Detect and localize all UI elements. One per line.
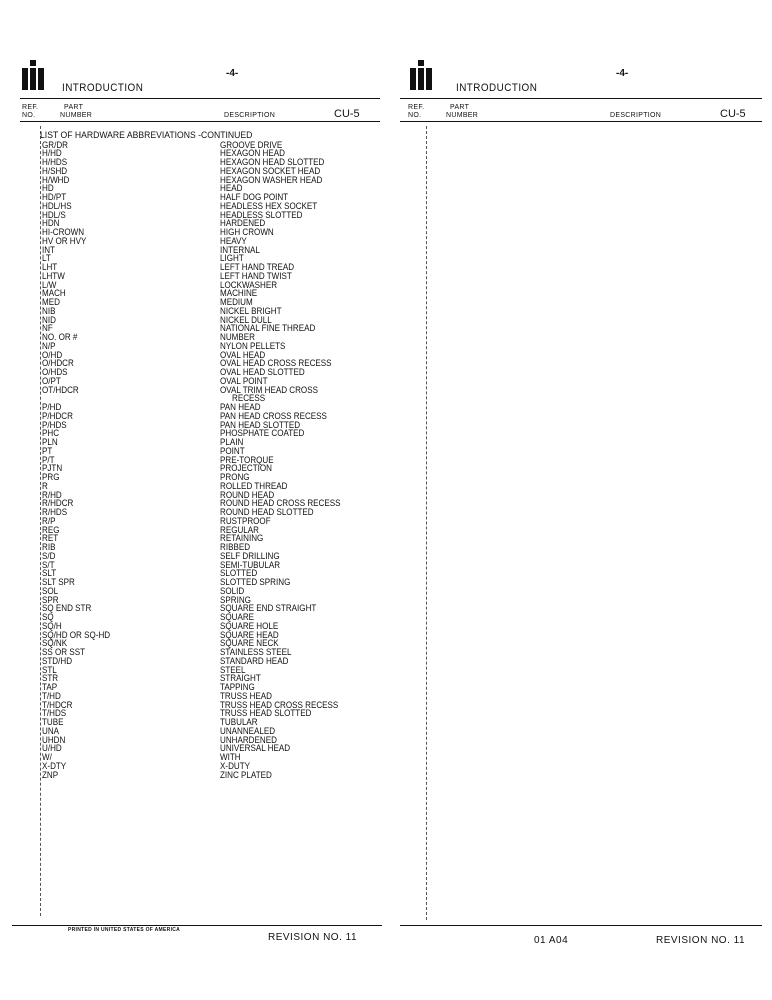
abbreviation-description: ROUND HEAD CROSS RECESS	[220, 497, 341, 509]
abbreviation-description: PRE-TORQUE	[220, 453, 274, 465]
abbreviation-description: PAN HEAD	[220, 401, 261, 412]
abbreviation-description: SQUARE NECK	[220, 637, 279, 649]
abbreviation-code: O/HDCR	[42, 357, 74, 369]
abbreviation-code: LHTW	[42, 269, 65, 281]
abbreviation-code: R/HD	[42, 488, 62, 500]
abbreviation-code: ZNP	[42, 768, 59, 780]
abbreviation-row	[40, 654, 380, 666]
abbreviation-description: POINT	[220, 444, 245, 456]
abbreviation-row	[40, 219, 380, 228]
abbreviation-code: R/HDCR	[42, 497, 74, 509]
abbreviation-description: PROJECTION	[220, 462, 272, 474]
abbreviation-description: NYLON PELLETS	[220, 339, 286, 351]
abbreviation-description: HEAD	[220, 182, 243, 194]
abbreviation-description: SQUARE HEAD	[220, 628, 279, 640]
abbreviation-row	[40, 759, 380, 771]
abbreviation-row	[40, 753, 380, 762]
abbreviation-row	[40, 208, 380, 220]
abbreviation-code: SS OR SST	[42, 646, 86, 657]
abbreviation-code: NO. OR #	[42, 331, 78, 342]
abbreviation-code: L/W	[42, 278, 57, 290]
abbreviation-code: T/HDCR	[42, 698, 73, 710]
abbreviation-code: REG	[42, 523, 60, 535]
description-header: DESCRIPTION	[610, 112, 662, 119]
revision-number: REVISION NO. 11	[656, 935, 746, 946]
abbreviation-code: HV OR HVY	[42, 234, 87, 246]
abbreviation-row	[40, 534, 380, 543]
abbreviation-description: PLAIN	[220, 436, 244, 447]
abbreviation-description: HEXAGON HEAD	[220, 147, 285, 159]
abbreviation-description: SELF DRILLING	[220, 549, 280, 561]
section-title: INTRODUCTION	[62, 82, 144, 94]
abbreviation-code: SLT SPR	[42, 576, 75, 587]
abbreviation-row	[40, 199, 380, 211]
abbreviation-description: HARDENED	[220, 217, 266, 229]
abbreviation-row	[40, 569, 380, 578]
abbreviation-code: HDL/HS	[42, 199, 72, 211]
abbreviation-description: ROUND HEAD	[220, 488, 275, 500]
abbreviation-row	[40, 289, 380, 298]
abbreviation-description: ROLLED THREAD	[220, 479, 288, 491]
abbreviation-row	[40, 479, 380, 491]
abbreviation-code: O/PT	[42, 374, 61, 386]
abbreviation-code: P/HDS	[42, 418, 67, 430]
abbreviation-description: OVAL HEAD CROSS RECESS	[220, 357, 332, 369]
abbreviation-description: ROUND HEAD SLOTTED	[220, 506, 314, 517]
abbreviation-description: UNANNEALED	[220, 724, 276, 736]
abbreviation-description: TAPPING	[220, 681, 255, 692]
abbreviation-description: HALF DOG POINT	[220, 191, 289, 202]
abbreviation-row	[40, 558, 380, 570]
header-rule	[20, 98, 380, 99]
abbreviation-description: MEDIUM	[220, 296, 253, 307]
abbreviation-description: WITH	[220, 751, 241, 762]
page-number: -4-	[616, 68, 629, 79]
abbreviation-description: OVAL HEAD	[220, 348, 266, 360]
abbreviation-row	[40, 368, 380, 377]
abbreviation-row	[40, 663, 380, 675]
abbreviation-row	[40, 394, 380, 403]
abbreviation-row	[40, 464, 380, 473]
abbreviation-row	[40, 339, 380, 351]
abbreviation-row	[40, 158, 380, 167]
abbreviation-row	[40, 409, 380, 421]
abbreviation-description: HIGH CROWN	[220, 226, 274, 237]
abbreviation-code: HDL/S	[42, 208, 66, 220]
abbreviation-code: H/HDS	[42, 156, 68, 167]
footer-rule	[400, 925, 762, 926]
abbreviation-description: TRUSS HEAD CROSS RECESS	[220, 698, 339, 710]
abbreviation-description: RIBBED	[220, 541, 251, 552]
abbreviation-description: SOLID	[220, 584, 245, 596]
abbreviation-description: SQUARE	[220, 611, 255, 622]
abbreviation-description: INTERNAL	[220, 243, 260, 255]
abbreviation-row	[40, 324, 380, 333]
abbreviation-description: STANDARD HEAD	[220, 654, 289, 666]
abbreviation-description: LEFT HAND TWIST	[220, 269, 292, 281]
abbreviation-code: T/HD	[42, 689, 61, 701]
abbreviation-code: STD/HD	[42, 654, 73, 666]
abbreviation-row	[40, 718, 380, 727]
abbreviation-description: NICKEL BRIGHT	[220, 304, 282, 316]
part-header-2: NUMBER	[446, 112, 479, 119]
abbreviation-description: RECESS	[232, 392, 266, 404]
abbreviation-code: TAP	[42, 681, 58, 692]
abbreviation-row	[40, 304, 380, 316]
abbreviation-row	[40, 698, 380, 710]
abbreviation-code: LT	[42, 252, 51, 264]
abbreviation-row	[40, 374, 380, 386]
page-number: -4-	[226, 68, 239, 79]
abbreviation-code: NIB	[42, 304, 56, 316]
abbreviation-description: HEXAGON WASHER HEAD	[220, 173, 323, 185]
abbreviation-description: SQUARE HOLE	[220, 619, 279, 631]
abbreviation-code: H/WHD	[42, 173, 70, 185]
abbreviation-list	[40, 131, 380, 779]
abbreviation-row	[40, 733, 380, 745]
abbreviation-row	[40, 768, 380, 780]
abbreviation-description: PAN HEAD SLOTTED	[220, 418, 301, 430]
abbreviation-code: O/HDS	[42, 366, 68, 377]
abbreviation-row	[40, 383, 380, 395]
abbreviation-description: STEEL	[220, 663, 246, 675]
abbreviation-code: PHC	[42, 427, 60, 439]
abbreviation-code: W/	[42, 751, 52, 762]
abbreviation-code: SPR	[42, 593, 59, 605]
abbreviation-code: P/HDCR	[42, 409, 73, 421]
part-header-1: PART	[450, 104, 470, 111]
list-heading: LIST OF HARDWARE ABBREVIATIONS -CONTINUED	[40, 130, 253, 141]
abbreviation-code: R	[42, 479, 48, 491]
abbreviation-description: TRUSS HEAD SLOTTED	[220, 707, 312, 719]
abbreviation-row	[40, 444, 380, 456]
abbreviation-row	[40, 149, 380, 158]
abbreviation-code: UHDN	[42, 733, 66, 745]
abbreviation-code: X-DTY	[42, 759, 67, 771]
abbreviation-row	[40, 359, 380, 368]
abbreviation-code: MACH	[42, 287, 66, 299]
part-header-1: PART	[64, 104, 84, 111]
abbreviation-row	[40, 499, 380, 508]
abbreviation-description: TRUSS HEAD	[220, 689, 272, 701]
abbreviation-code: O/HD	[42, 348, 63, 360]
revision-number: REVISION NO. 11	[268, 932, 358, 943]
abbreviation-code: SQ END STR	[42, 602, 92, 614]
abbreviation-row	[40, 278, 380, 290]
abbreviation-code: UNA	[42, 724, 60, 736]
footer-rule	[12, 925, 382, 926]
abbreviation-code: SQ/H	[42, 619, 62, 631]
column-header-rule	[400, 121, 762, 122]
abbreviation-description: ZINC PLATED	[220, 768, 272, 780]
abbreviation-code: SQ/HD OR SQ-HD	[42, 628, 111, 640]
abbreviation-code: PLN	[42, 436, 58, 447]
abbreviation-code: LHT	[42, 261, 58, 272]
ih-logo-icon	[410, 60, 432, 90]
abbreviation-row	[40, 403, 380, 412]
abbreviation-row	[40, 639, 380, 648]
abbreviation-row	[40, 648, 380, 657]
abbreviation-description: SPRING	[220, 593, 251, 605]
abbreviation-row	[40, 313, 380, 325]
abbreviation-code: P/HD	[42, 401, 62, 412]
abbreviation-code: NID	[42, 313, 56, 325]
abbreviation-description: NICKEL DULL	[220, 313, 272, 325]
abbreviation-description: LIGHT	[220, 252, 244, 264]
abbreviation-row	[40, 254, 380, 263]
ref-header-1: REF.	[22, 104, 39, 111]
abbreviation-code: MED	[42, 296, 60, 307]
abbreviation-row	[40, 523, 380, 535]
abbreviation-code: R/HDS	[42, 506, 68, 517]
abbreviation-description: UNHARDENED	[220, 733, 277, 745]
abbreviation-description: TUBULAR	[220, 716, 258, 727]
abbreviation-code: S/T	[42, 558, 55, 570]
doc-code: CU-5	[720, 108, 746, 120]
ref-header-2: NO.	[408, 112, 422, 119]
abbreviation-description: LEFT HAND TREAD	[220, 261, 295, 272]
abbreviation-description: UNIVERSAL HEAD	[220, 742, 291, 754]
abbreviation-code: PJTN	[42, 462, 63, 474]
abbreviation-row	[40, 418, 380, 430]
abbreviation-row	[40, 543, 380, 552]
description-header: DESCRIPTION	[224, 112, 276, 119]
abbreviation-code: STL	[42, 663, 57, 675]
abbreviation-description: OVAL TRIM HEAD CROSS	[220, 383, 318, 395]
abbreviation-code: RET	[42, 532, 59, 544]
abbreviation-rows	[40, 138, 380, 780]
abbreviation-code: H/SHD	[42, 164, 68, 176]
abbreviation-row	[40, 173, 380, 185]
abbreviation-code: HI-CROWN	[42, 226, 85, 237]
abbreviation-description: PHOSPHATE COATED	[220, 427, 305, 439]
abbreviation-code: HDN	[42, 217, 60, 229]
abbreviation-code: R/P	[42, 514, 56, 526]
abbreviation-row	[40, 628, 380, 640]
abbreviation-row	[40, 473, 380, 482]
header-rule	[400, 98, 762, 99]
abbreviation-row	[40, 549, 380, 561]
ref-header-2: NO.	[22, 112, 36, 119]
abbreviation-row	[40, 164, 380, 176]
abbreviation-description: NUMBER	[220, 331, 255, 342]
abbreviation-row	[40, 263, 380, 272]
abbreviation-row	[40, 438, 380, 447]
abbreviation-code: T/HDS	[42, 707, 67, 719]
abbreviation-row	[40, 228, 380, 237]
abbreviation-row	[40, 429, 380, 438]
abbreviation-code: TUBE	[42, 716, 64, 727]
abbreviation-row	[40, 613, 380, 622]
abbreviation-code: HD	[42, 182, 54, 194]
abbreviation-description: HEXAGON SOCKET HEAD	[220, 164, 321, 176]
abbreviation-row	[40, 234, 380, 246]
printed-in-usa: PRINTED IN UNITED STATES OF AMERICA	[68, 927, 181, 933]
abbreviation-description: SEMI-TUBULAR	[220, 558, 281, 570]
section-title: INTRODUCTION	[456, 82, 538, 94]
abbreviation-row	[40, 674, 380, 683]
abbreviation-code: PT	[42, 444, 53, 456]
abbreviation-row	[40, 514, 380, 526]
abbreviation-row	[40, 298, 380, 307]
abbreviation-code: OT/HDCR	[42, 383, 79, 395]
abbreviation-row	[40, 508, 380, 517]
abbreviation-row	[40, 709, 380, 718]
abbreviation-row	[40, 193, 380, 202]
abbreviation-code: P/T	[42, 453, 55, 465]
ref-column-divider	[426, 126, 427, 920]
abbreviation-row	[40, 604, 380, 613]
abbreviation-description: X-DUTY	[220, 759, 251, 771]
abbreviation-description: PAN HEAD CROSS RECESS	[220, 409, 327, 421]
abbreviation-code: SQ	[42, 611, 54, 622]
abbreviation-description: OVAL HEAD SLOTTED	[220, 366, 305, 377]
abbreviation-row	[40, 243, 380, 255]
abbreviation-description: HEADLESS HEX SOCKET	[220, 199, 318, 211]
abbreviation-description: RUSTPROOF	[220, 514, 271, 526]
part-header-2: NUMBER	[60, 112, 93, 119]
abbreviation-description: SLOTTED	[220, 567, 258, 579]
abbreviation-code: INT	[42, 243, 55, 255]
abbreviation-description: LOCKWASHER	[220, 278, 278, 290]
abbreviation-code: SOL	[42, 584, 59, 596]
abbreviation-row	[40, 138, 380, 150]
abbreviation-description: STAINLESS STEEL	[220, 646, 292, 657]
abbreviation-code: S/D	[42, 549, 56, 561]
doc-code: CU-5	[334, 108, 360, 120]
abbreviation-description: NATIONAL FINE THREAD	[220, 322, 316, 334]
abbreviation-code: N/P	[42, 339, 56, 351]
abbreviation-description: STRAIGHT	[220, 672, 261, 684]
abbreviation-description: SQUARE END STRAIGHT	[220, 602, 317, 614]
abbreviation-description: SLOTTED SPRING	[220, 576, 291, 587]
abbreviation-code: U/HD	[42, 742, 62, 754]
abbreviation-code: RIB	[42, 541, 56, 552]
abbreviation-row	[40, 269, 380, 281]
abbreviation-description: HEADLESS SLOTTED	[220, 208, 303, 220]
abbreviation-row	[40, 578, 380, 587]
footer-code: 01 A04	[534, 935, 569, 946]
abbreviation-code: H/HD	[42, 147, 62, 159]
abbreviation-code: HD/PT	[42, 191, 67, 202]
abbreviation-row	[40, 584, 380, 596]
abbreviation-code: SQ/NK	[42, 637, 68, 649]
abbreviation-description: PRONG	[220, 471, 250, 482]
ref-header-1: REF.	[408, 104, 425, 111]
abbreviation-code: NF	[42, 322, 53, 334]
abbreviation-description: MACHINE	[220, 287, 258, 299]
abbreviation-code: SLT	[42, 567, 57, 579]
abbreviation-description: HEXAGON HEAD SLOTTED	[220, 156, 325, 167]
abbreviation-description: OVAL POINT	[220, 374, 268, 386]
abbreviation-row	[40, 683, 380, 692]
abbreviation-row	[40, 333, 380, 342]
abbreviation-code: PRG	[42, 471, 60, 482]
abbreviation-row	[40, 184, 380, 193]
abbreviation-description: GROOVE DRIVE	[220, 138, 283, 150]
abbreviation-description: RETAINING	[220, 532, 264, 544]
ih-logo-icon	[22, 60, 44, 90]
abbreviation-row	[40, 724, 380, 736]
abbreviation-row	[40, 453, 380, 465]
abbreviation-code: STR	[42, 672, 59, 684]
abbreviation-description: HEAVY	[220, 234, 247, 246]
abbreviation-description: REGULAR	[220, 523, 259, 535]
abbreviation-row	[40, 744, 380, 753]
abbreviation-code: GR/DR	[42, 138, 68, 150]
column-header-rule	[20, 121, 380, 122]
